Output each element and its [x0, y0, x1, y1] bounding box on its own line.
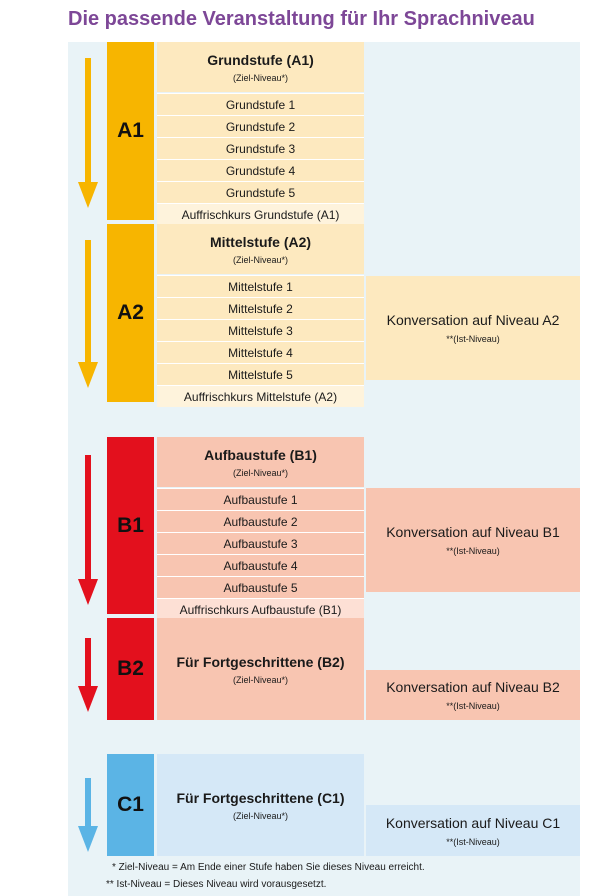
- level-box-b2: [107, 618, 154, 720]
- course-row: Aufbaustufe 2: [157, 510, 364, 532]
- header-title-a1: Grundstufe (A1): [207, 51, 314, 68]
- course-row: Mittelstufe 5: [157, 363, 364, 385]
- down-arrow-icon-c1: [78, 778, 98, 854]
- header-sub-b1: (Ziel-Niveau*): [232, 467, 288, 478]
- conversation-sub-b2: **(Ist-Niveau): [446, 701, 500, 711]
- level-box-c1: [107, 754, 154, 856]
- header-a1: [157, 42, 364, 92]
- course-row: Grundstufe 5: [157, 181, 364, 203]
- level-code-b2: B2: [117, 657, 144, 680]
- course-row: Aufbaustufe 1: [157, 488, 364, 510]
- header-a2: [157, 224, 364, 274]
- header-b1: [157, 437, 364, 487]
- course-row: Grundstufe 2: [157, 115, 364, 137]
- down-arrow-icon-b1: [78, 455, 98, 607]
- down-arrow-icon-a1: [78, 58, 98, 210]
- level-code-a1: A1: [117, 119, 144, 142]
- course-row: Mittelstufe 4: [157, 341, 364, 363]
- course-row: Grundstufe 4: [157, 159, 364, 181]
- header-c1: [157, 754, 364, 856]
- conversation-title-b1: Konversation auf Niveau B1: [386, 524, 560, 540]
- level-code-c1: C1: [117, 793, 144, 816]
- rows-a1: [157, 93, 364, 225]
- course-row: Grundstufe 3: [157, 137, 364, 159]
- header-sub-a1: (Ziel-Niveau*): [232, 72, 288, 83]
- conversation-a2: [366, 276, 580, 380]
- conversation-sub-a2: **(Ist-Niveau): [446, 334, 500, 344]
- conversation-b2: [366, 670, 580, 720]
- rows-a2: [157, 275, 364, 407]
- down-arrow-icon-a2: [78, 240, 98, 390]
- refresh-row: Auffrischkurs Mittelstufe (A2): [157, 385, 364, 407]
- conversation-title-c1: Konversation auf Niveau C1: [385, 814, 561, 831]
- header-title-b2: Für Fortgeschrittene (B2): [176, 653, 345, 670]
- down-arrow-icon-b2: [78, 638, 98, 714]
- level-code-a2: A2: [117, 301, 144, 324]
- course-row: Mittelstufe 3: [157, 319, 364, 341]
- course-row: Aufbaustufe 4: [157, 554, 364, 576]
- header-title-a2: Mittelstufe (A2): [209, 233, 312, 250]
- footnote-target-level: * Ziel-Niveau = Am Ende einer Stufe haben Sie dieses Niveau erreicht.: [112, 862, 425, 873]
- footnote-actual-level: ** Ist-Niveau = Dieses Niveau wird vorausgesetzt.: [106, 879, 327, 890]
- rows-b1: [157, 488, 364, 620]
- conversation-sub-c1: **(Ist-Niveau): [446, 836, 500, 847]
- level-box-b1: [107, 437, 154, 614]
- conversation-b1: [366, 488, 580, 592]
- conversation-title-b2: Konversation auf Niveau B2: [386, 679, 560, 695]
- level-box-a1: [107, 42, 154, 220]
- header-title-c1: Für Fortgeschrittene (C1): [176, 789, 345, 806]
- course-row: Grundstufe 1: [157, 93, 364, 115]
- course-row: Aufbaustufe 5: [157, 576, 364, 598]
- course-row: Aufbaustufe 3: [157, 532, 364, 554]
- header-title-b1: Aufbaustufe (B1): [204, 446, 317, 463]
- page-title: Die passende Veranstaltung für Ihr Sprachniveau: [68, 8, 535, 30]
- course-row: Mittelstufe 2: [157, 297, 364, 319]
- level-code-b1: B1: [117, 513, 144, 537]
- conversation-sub-b1: **(Ist-Niveau): [446, 546, 500, 556]
- header-sub-c1: (Ziel-Niveau*): [232, 810, 288, 821]
- header-sub-a2: (Ziel-Niveau*): [232, 254, 288, 265]
- conversation-c1: [366, 805, 580, 856]
- header-b2: [157, 618, 364, 720]
- level-box-a2: [107, 224, 154, 402]
- course-row: Mittelstufe 1: [157, 275, 364, 297]
- conversation-title-a2: Konversation auf Niveau A2: [386, 312, 560, 328]
- refresh-row: Auffrischkurs Grundstufe (A1): [157, 203, 364, 225]
- header-sub-b2: (Ziel-Niveau*): [232, 674, 288, 685]
- refresh-row: Auffrischkurs Aufbaustufe (B1): [157, 598, 364, 620]
